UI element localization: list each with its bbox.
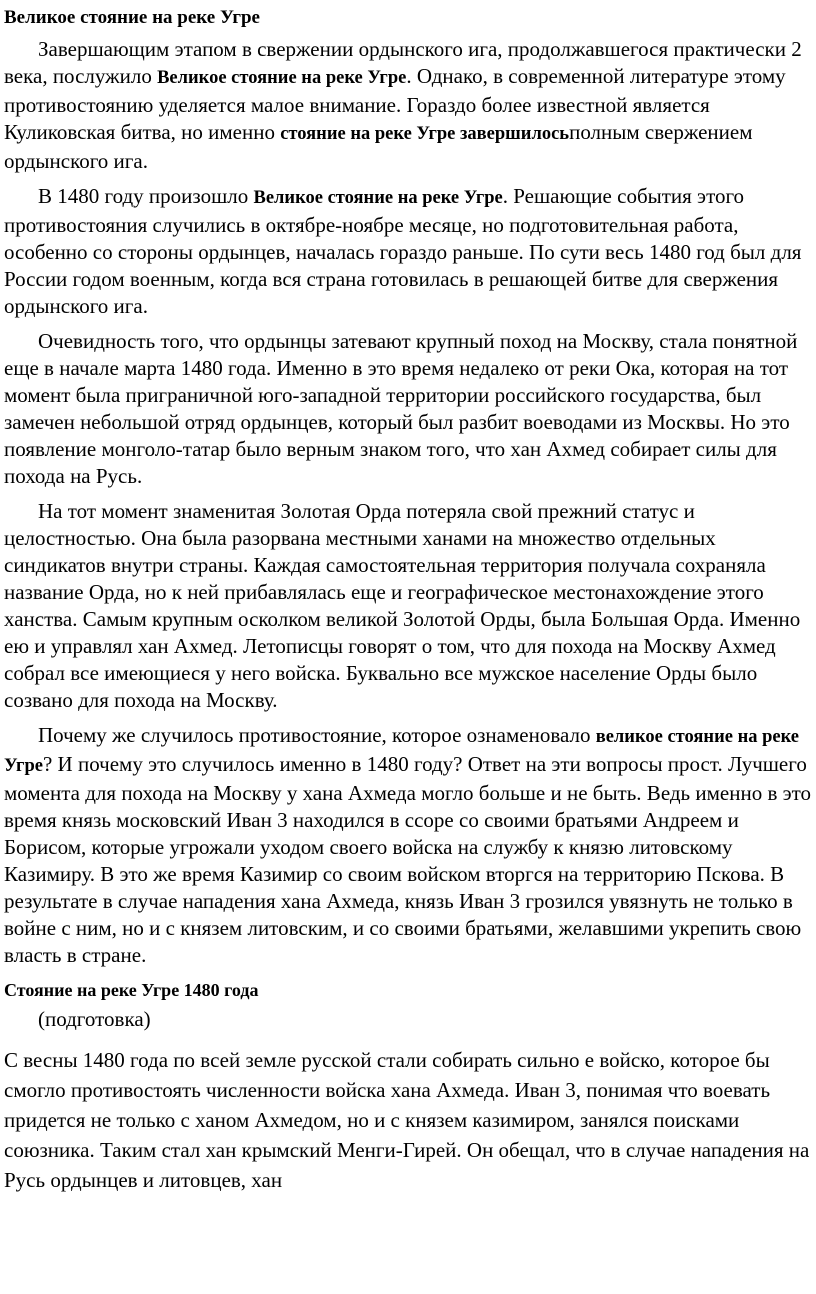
paragraph-3: Очевидность того, что ордынцы затевают крупный поход на Москву, стала понятной еще в начале марта 1480 года. Именно в это время недалеко от реки Ока, которая на тот момент была приграничной юго-западной территории российского государства, был замечен небольшой отряд ордынцев, который был разбит воеводами из Москвы. Но это появление монголо-татар было верным знаком того, что хан Ахмед собирает силы для похода на Русь. xyxy=(4,329,798,488)
paragraph-1 xyxy=(4,36,816,175)
paragraph-1-bold-2: стояние на реке Угре завершилось xyxy=(280,124,570,144)
paragraph-2-text-2: . Решающие события этого противостояния случились в октябре-ноябре месяце, но подготовительная работа, особенно со стороны ордынцев, началась гораздо раньше. По сути весь 1480 год был для России годом военным, когда вся страна готовилась в решающей битве для свержения ордынского ига. xyxy=(4,184,802,318)
section-subheading: Стояние на реке Угре 1480 года xyxy=(4,980,259,1000)
paragraph-5-text-1: Почему же случилось противостояние, которое ознаменовало xyxy=(38,723,596,747)
paragraph-5 xyxy=(4,722,816,969)
paragraph-5-bold-1: великое стояние на реке Угре xyxy=(4,727,800,776)
paragraph-1-text-2: . Однако, в современной литературе этому противостоянию уделяется малое внимание. Гораздо более известной является Куликовская битва, но именно xyxy=(4,64,786,144)
paragraph-5-text-2: ? И почему это случилось именно в 1480 году? Ответ на эти вопросы прост. Лучшего момента для похода на Москву у хана Ахмеда могло больше и не быть. Ведь именно в это время князь московский Иван 3 находился в ссоре со своими братьями Андреем и Борисом, которые угрожали уходом своего войска на службу к князю литовскому Казимиру. В это же время Казимир со своим войском вторгся на территорию Пскова. В результате в случае нападения хана Ахмеда, князь Иван 3 грозился увязнуть не только в войне с ним, но и с князем литовским, и со своими братьями, желавшими укрепить свою власть в стране. xyxy=(4,752,812,967)
paragraph-1-text-3: полным свержением ордынского ига. xyxy=(4,120,753,173)
paragraph-1-text-1: Завершающим этапом в свержении ордынского ига, продолжавшегося практически 2 века, послужило xyxy=(4,37,802,88)
paragraph-4: На тот момент знаменитая Золотая Орда потеряла свой прежний статус и целостностью. Она была разорвана местными ханами на множество отдельных синдикатов внутри страны. Каждая самостоятельная территория получала сохраняла название Орда, но к ней прибавлялась еще и географическое местонахождение этого ханства. Самым крупным осколком великой Золотой Орды, была Большая Орда. Именно ею и управлял хан Ахмед. Летописцы говорят о том, что для похода на Москву Ахмед собрал все имеющиеся у него войска. Буквально все мужское население Орды было созвано для похода на Москву. xyxy=(4,499,801,712)
document-title: Великое стояние на реке Угре xyxy=(4,7,260,28)
paragraph-6: С весны 1480 года по всей земле русской стали собирать сильно е войско, которое бы смогло противостоять численности войска хана Ахмеда. Иван 3, понимая что воевать придется не только с ханом Ахмедом, но и с князем казимиром, занялся поисками союзника. Таким стал хан крымский Менги-Гирей. Он обещал, что в случае нападения на Русь ордынцев и литовцев, хан xyxy=(4,1048,810,1192)
paragraph-2-bold-1: Великое стояние на реке Угре xyxy=(253,188,503,208)
paragraph-1-bold-1: Великое стояние на реке Угре xyxy=(157,68,407,88)
paragraph-2-text-1: В 1480 году произошло xyxy=(38,184,254,208)
section-subnote: (подготовка) xyxy=(38,1007,151,1031)
paragraph-2 xyxy=(4,183,816,320)
